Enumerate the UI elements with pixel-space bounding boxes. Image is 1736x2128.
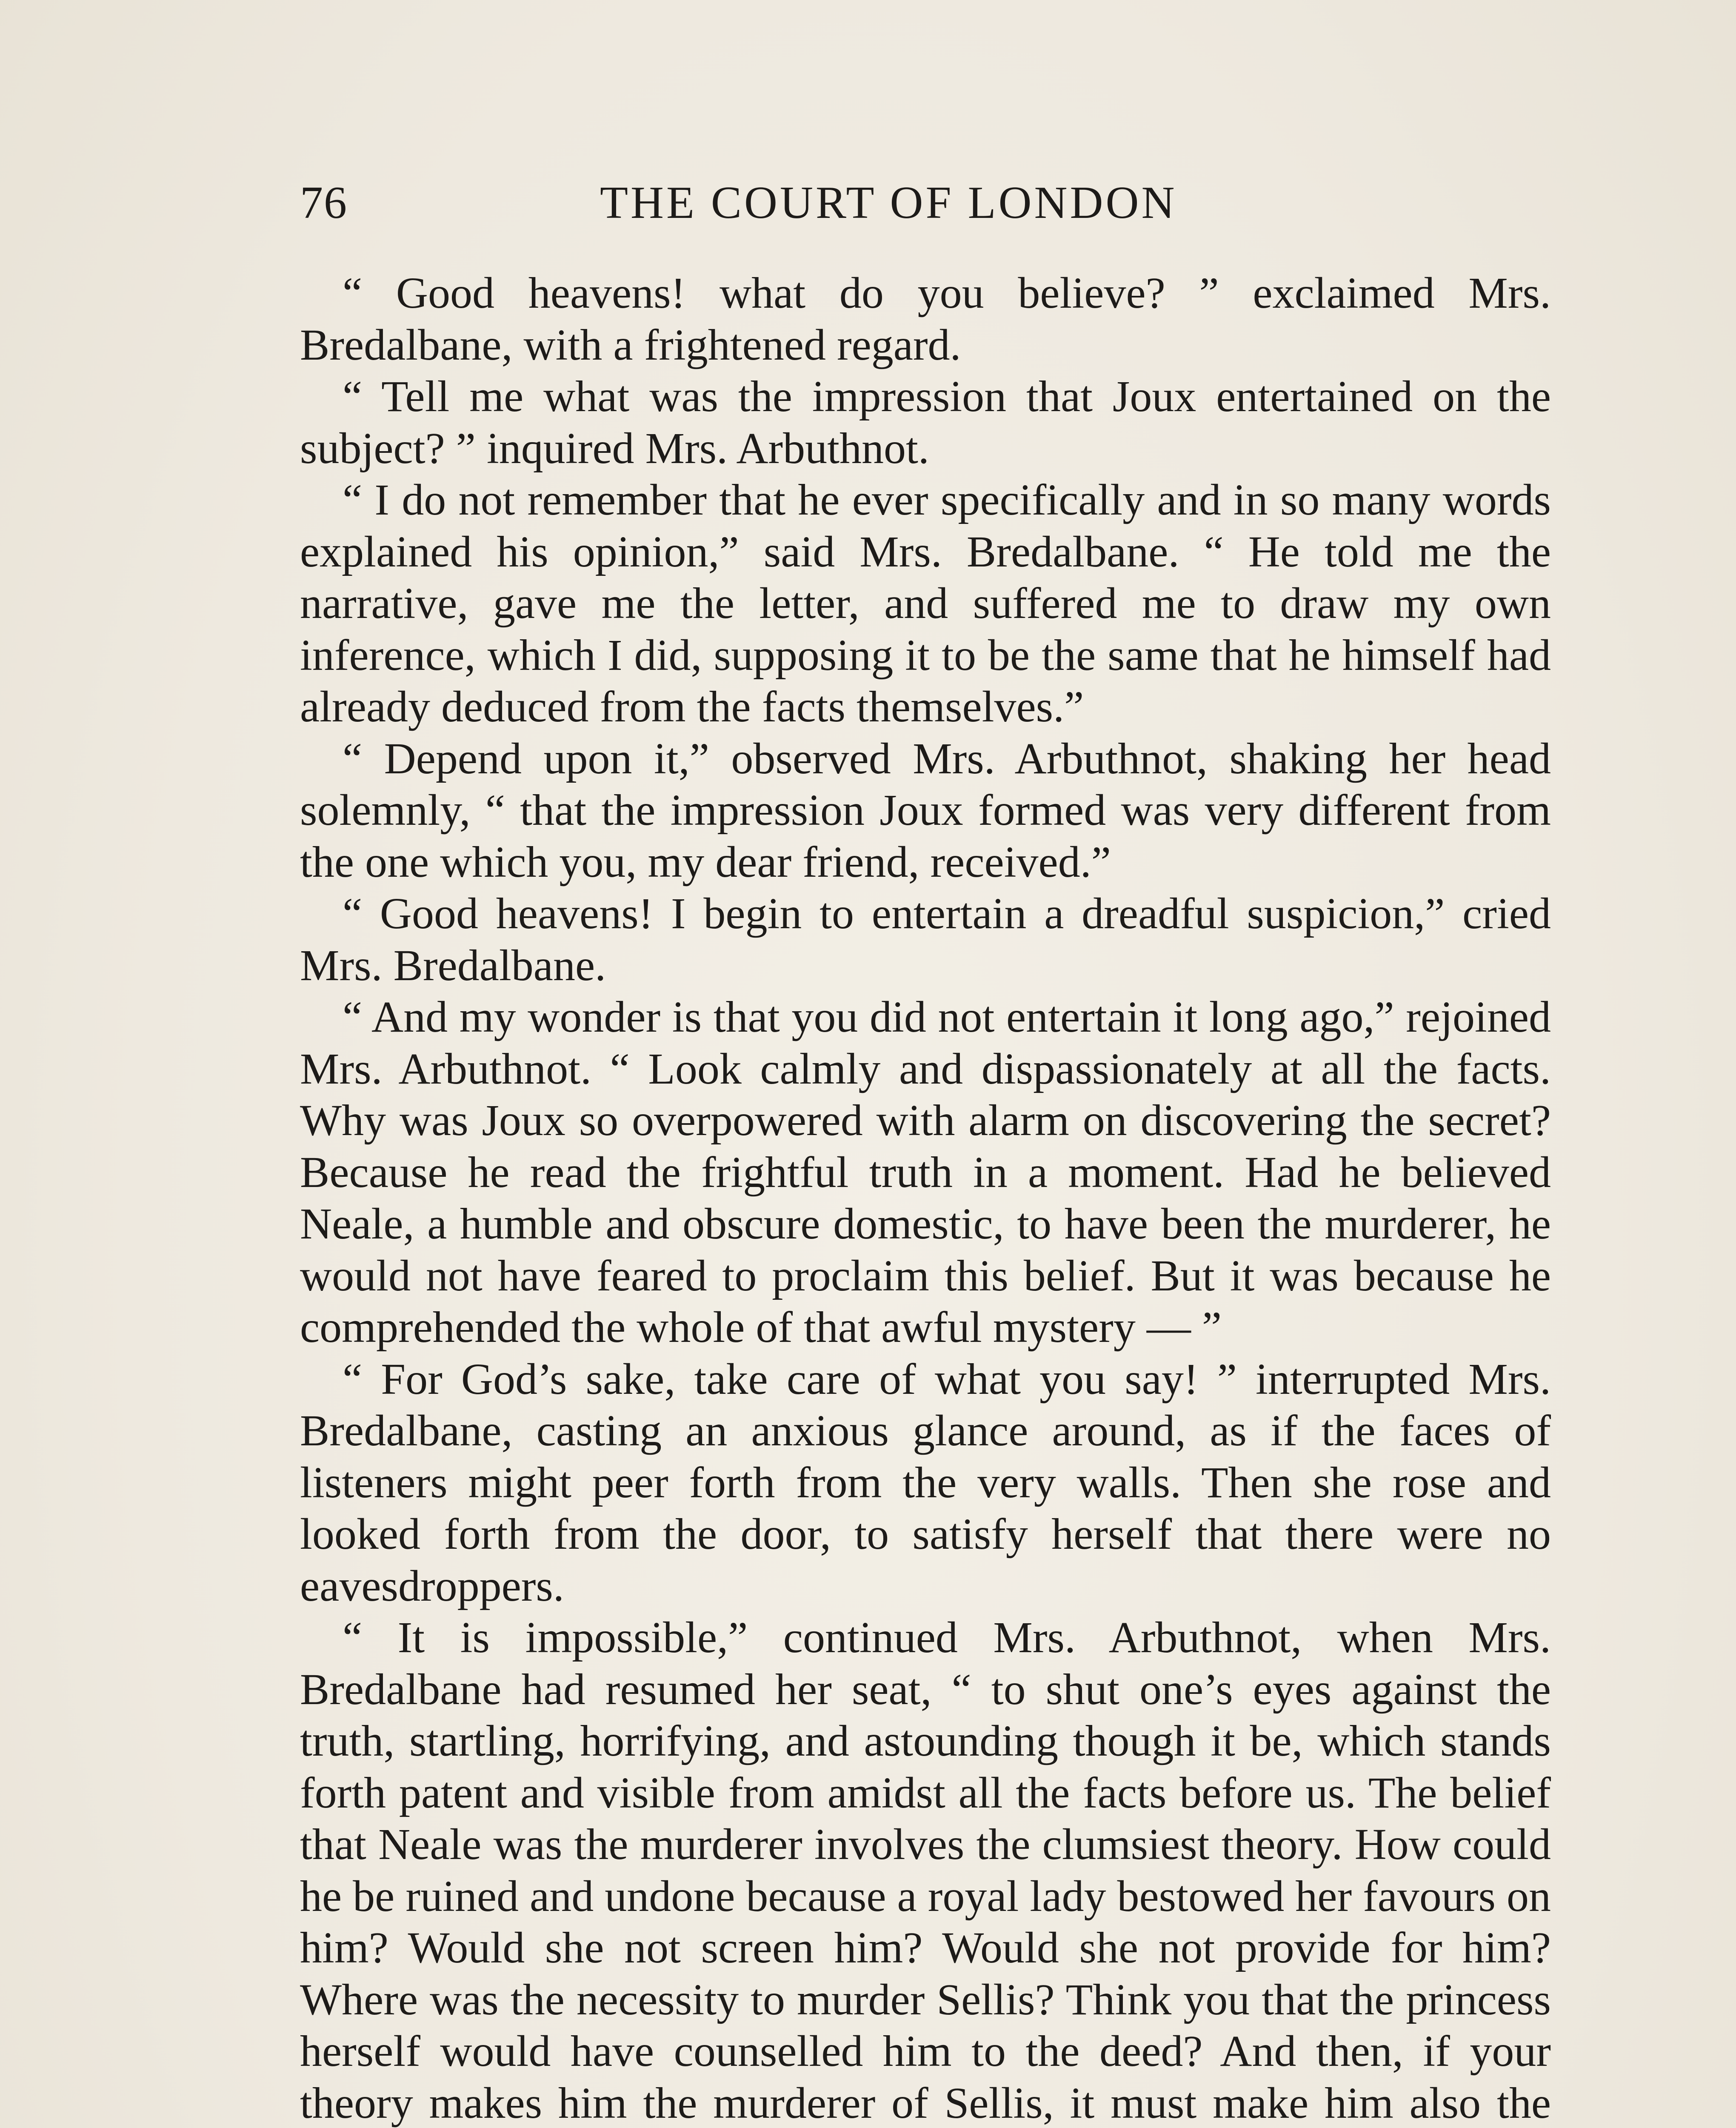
paragraph: “ And my wonder is that you did not entertain it long ago,” rejoined Mrs. Arbuthnot. “ Look calmly and dispassionately at all the facts. Why was Joux so overpowered with alarm on discovering the secret? Because he read the frightful truth in a moment. Had he believed Neale, a humble and obscure domestic, to have been the murderer, he would not have feared to proclaim this belief. But it was because he comprehended the whole of that awful mystery — ”: [300, 992, 1551, 1352]
running-title: THE COURT OF LONDON: [600, 177, 1177, 228]
page-header: [300, 168, 1553, 236]
paragraph: “ Good heavens! I begin to entertain a dreadful suspicion,” cried Mrs. Bredalbane.: [300, 889, 1551, 990]
page-number: 76: [300, 177, 348, 228]
paragraph: “ Depend upon it,” observed Mrs. Arbuthnot, shaking her head solemnly, “ that the impression Joux formed was very different from the one which you, my dear friend, received.”: [300, 734, 1551, 887]
body-text: [300, 267, 1551, 2128]
paragraph: “ Tell me what was the impression that Joux entertained on the subject? ” inquired Mrs. Arbuthnot.: [300, 372, 1551, 473]
paragraph: “ I do not remember that he ever specifically and in so many words explained his opinion,” said Mrs. Bredalbane. “ He told me the narrative, gave me the letter, and suffered me to draw my own inference, which I did, supposing it to be the same that he himself had already deduced from the facts themselves.”: [300, 475, 1551, 731]
paragraph: “ Good heavens! what do you believe? ” exclaimed Mrs. Bredalbane, with a frightened regard.: [300, 269, 1551, 369]
paragraph: “ It is impossible,” continued Mrs. Arbuthnot, when Mrs. Bredalbane had resumed her seat, “ to shut one’s eyes against the truth, startling, horrifying, and astounding though it be, which stands forth patent and visible from amidst all the facts before us. The belief that Neale was the murderer involves the clumsiest theory. How could he be ruined and undone because a royal lady bestowed her favours on him? Would she not screen him? Would she not provide for him? Where was the necessity to murder Sellis? Think you that the princess herself would have counselled him to the deed? And then, if your theory makes him the murderer of Sellis, it must make him also the: [300, 1613, 1551, 2128]
paragraph: “ For God’s sake, take care of what you say! ” interrupted Mrs. Bredalbane, casting an anxious glance around, as if the faces of listeners might peer forth from the very walls. Then she rose and looked forth from the door, to satisfy herself that there were no eavesdroppers.: [300, 1354, 1551, 1610]
